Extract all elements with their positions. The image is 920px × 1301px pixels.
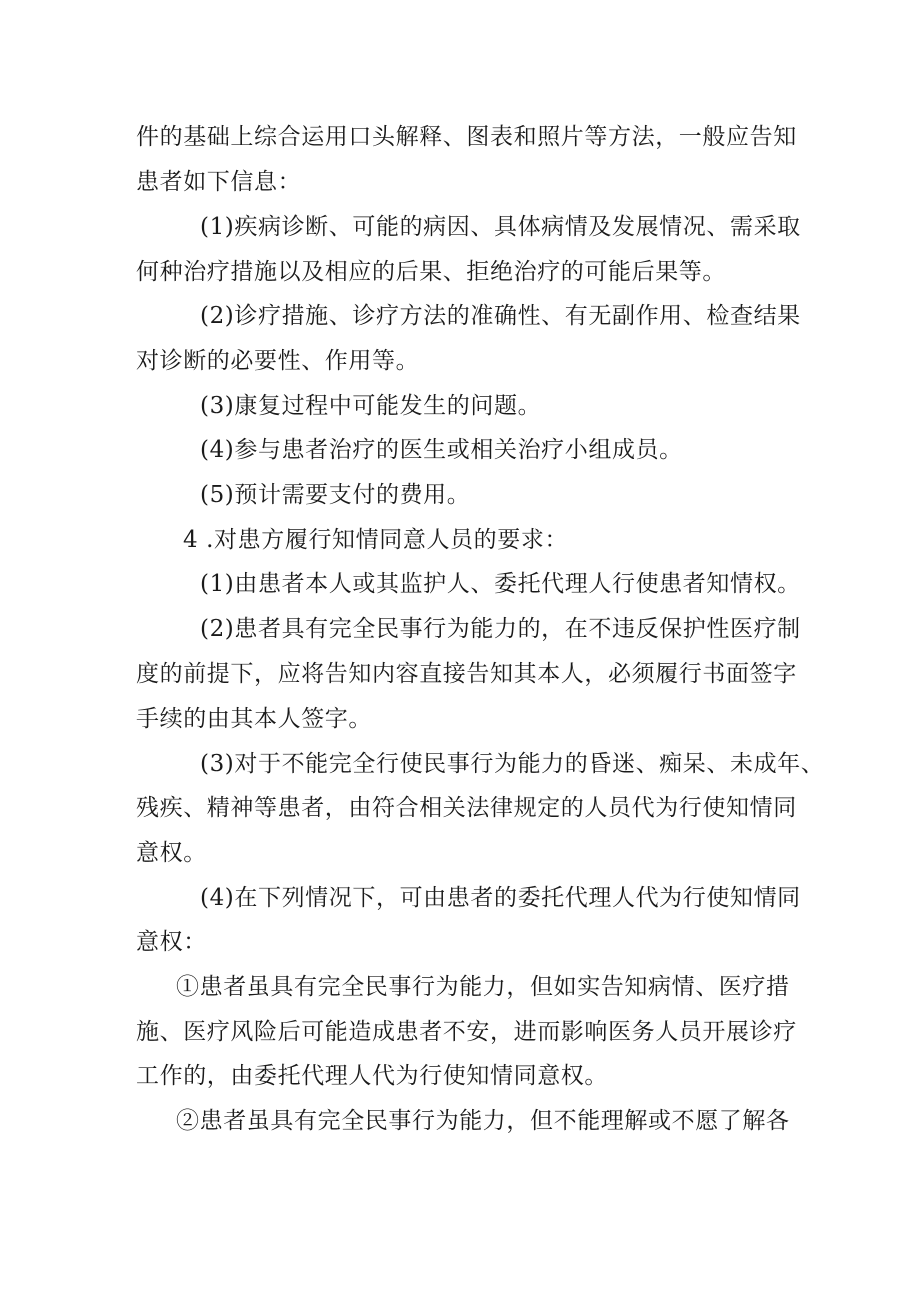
list-item-line: (4)在下列情况下，可由患者的委托代理人代为行使知情同 [200, 885, 801, 911]
list-item-line: ①患者虽具有完全民事行为能力，但如实告知病情、医疗措 [176, 974, 790, 1000]
paragraph-line: 度的前提下，应将告知内容直接告知其本人，必须履行书面签字 [136, 661, 797, 687]
list-item-line: (5)预计需要支付的费用。 [200, 482, 471, 508]
list-item-line: (1)疾病诊断、可能的病因、具体病情及发展情况、需采取 [200, 214, 801, 240]
list-item-line: (2)诊疗措施、诊疗方法的准确性、有无副作用、检查结果 [200, 303, 801, 329]
list-item-line: ②患者虽具有完全民事行为能力，但不能理解或不愿了解各 [176, 1108, 790, 1134]
list-item-line: (3)康复过程中可能发生的问题。 [200, 393, 542, 419]
paragraph-line: 对诊断的必要性、作用等。 [136, 348, 420, 374]
list-item-line: (1)由患者本人或其监护人、委托代理人行使患者知情权。 [200, 571, 801, 597]
list-item-line: (2)患者具有完全民事行为能力的，在不违反保护性医疗制 [200, 616, 801, 642]
paragraph-line: 患者如下信息： [136, 169, 302, 195]
paragraph-line: 施、医疗风险后可能造成患者不安，进而影响医务人员开展诊疗 [136, 1019, 797, 1045]
paragraph-line: 工作的，由委托代理人代为行使知情同意权。 [136, 1063, 608, 1089]
paragraph-line: 何种治疗措施以及相应的后果、拒绝治疗的可能后果等。 [136, 259, 726, 285]
paragraph-line: 残疾、精神等患者，由符合相关法律规定的人员代为行使知情同 [136, 795, 797, 821]
paragraph-line: 意权： [136, 929, 207, 955]
paragraph-line: 件的基础上综合运用口头解释、图表和照片等方法，一般应告知 [136, 124, 797, 150]
list-item-line: (3)对于不能完全行使民事行为能力的昏迷、痴呆、未成年、 [200, 751, 825, 777]
paragraph-line: 意权。 [136, 840, 207, 866]
paragraph-line: 手续的由其本人签字。 [136, 706, 372, 732]
list-item-line: (4)参与患者治疗的医生或相关治疗小组成员。 [200, 437, 683, 463]
section-heading-line: 4 .对患方履行知情同意人员的要求： [183, 527, 569, 553]
